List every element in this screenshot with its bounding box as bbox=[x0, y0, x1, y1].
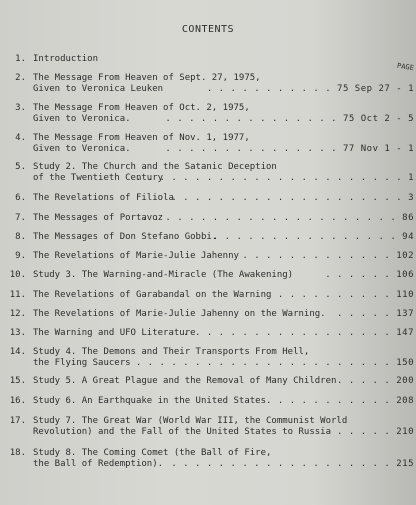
entry-number: 17. bbox=[9, 416, 26, 426]
entry-title: The Revelations of Filiola bbox=[33, 193, 174, 203]
entry-leader-page: . . . . . . . . . . . . . . . 77 Nov 1 - 1 bbox=[165, 144, 414, 154]
entry-title-line: Given to Veronica. bbox=[33, 114, 131, 124]
entry-number: 12. bbox=[9, 309, 26, 319]
entry-title: The Revelations of Garabandal on the Warning bbox=[33, 290, 272, 300]
entry-title: Study 5. A Great Plague and the Removal of Many Children bbox=[33, 376, 337, 386]
entry-leader-page: . . . . . 200 bbox=[337, 376, 414, 386]
entry-leader-page: . . . . . . . . . . . . . . . 75 Oct 2 - 5 bbox=[165, 114, 414, 124]
entry-title-line: the Flying Saucers bbox=[33, 358, 131, 368]
entry-title: Study 3. The Warning-and-Miracle (The Awakening) bbox=[33, 270, 294, 280]
entry-leader-page: . . . . . . . . . . . 75 Sep 27 - 1 bbox=[206, 84, 414, 94]
entry-title: The Revelations of Marie-Julie Jahenny on the Warning. bbox=[33, 309, 326, 319]
entry-number: 11. bbox=[9, 290, 26, 300]
entry-number: 7. bbox=[15, 213, 26, 223]
entry-leader-page: . . . . . . . . . . 110 bbox=[277, 290, 414, 300]
entry-leader-page: . . . . . . . . . . . . . . . . . . 147 bbox=[183, 328, 414, 338]
entry-leader-page: . . . . . . . . . . . . . . . . 94 bbox=[212, 232, 414, 242]
entry-leader-page: . . . . . 210 bbox=[337, 427, 414, 437]
entry-leader-page: . . . . . . 106 bbox=[325, 270, 414, 280]
entry-title-line: of the Twentieth Century bbox=[33, 173, 164, 183]
entry-title-line: The Message From Heaven of Nov. 1, 1977, bbox=[33, 133, 250, 143]
entry-number: 9. bbox=[15, 251, 26, 261]
entry-title-line: Study 7. The Great War (World War III, the Communist World bbox=[33, 416, 348, 426]
page-column-label: PAGE bbox=[396, 61, 415, 73]
entry-number: 15. bbox=[9, 376, 26, 386]
entry-title-line: the Ball of Redemption). bbox=[33, 459, 164, 469]
entry-number: 4. bbox=[15, 133, 26, 143]
entry-title-line: The Message From Heaven of Sept. 27, 1975, bbox=[33, 73, 261, 83]
entry-leader-page: . . . . . . . . . . . . . . . . . . . . . . . 1 bbox=[135, 173, 414, 183]
entry-leader-page: . . . . . . . . . . . . . . . . . . . . . . 150 bbox=[135, 358, 414, 368]
page-title: CONTENTS bbox=[181, 24, 235, 35]
entry-leader-page: . . . . . . . . . . 208 bbox=[277, 396, 414, 406]
entry-number: 3. bbox=[15, 103, 26, 113]
entry-leader-page: . . . . . 137 bbox=[337, 309, 414, 319]
entry-title: The Messages of Don Stefano Gobbi. bbox=[33, 232, 218, 242]
entry-title-line: Study 4. The Demons and Their Transports From Hell, bbox=[33, 347, 310, 357]
entry-title: Introduction bbox=[33, 54, 99, 64]
entry-title-line: Given to Veronica. bbox=[33, 144, 131, 154]
entry-title: Study 6. An Earthquake in the United States. bbox=[33, 396, 272, 406]
entry-number: 6. bbox=[15, 193, 26, 203]
entry-number: 1. bbox=[15, 54, 26, 64]
entry-title-line: Study 8. The Coming Comet (the Ball of Fire, bbox=[33, 448, 272, 458]
entry-number: 10. bbox=[9, 270, 26, 280]
entry-title: The Messages of Portavoz bbox=[33, 213, 164, 223]
entry-leader-page: . . . . . . . . . . . . . . . . . . . 215 bbox=[171, 459, 414, 469]
entry-leader-page: . . . . . . . . . . . . . . . . . . . . 3 bbox=[171, 193, 414, 203]
entry-number: 16. bbox=[9, 396, 26, 406]
entry-number: 18. bbox=[9, 448, 26, 458]
entry-number: 2. bbox=[15, 73, 26, 83]
entry-title: The Warning and UFO Literature bbox=[33, 328, 196, 338]
entry-title-line: Given to Veronica Leuken bbox=[33, 84, 164, 94]
entry-number: 8. bbox=[15, 232, 26, 242]
entry-title: The Revelations of Marie-Julie Jahenny bbox=[33, 251, 239, 261]
entry-number: 13. bbox=[9, 328, 26, 338]
entry-leader-page: . . . . . . . . . . . . . 102 bbox=[242, 251, 414, 261]
entry-number: 14. bbox=[9, 347, 26, 357]
entry-number: 5. bbox=[15, 162, 26, 172]
entry-title-line: Revolution) and the Fall of the United States to Russia bbox=[33, 427, 332, 437]
entry-leader-page: . . . . . . . . . . . . . . . . . . . . . . 86 bbox=[141, 213, 414, 223]
entry-title-line: The Message From Heaven of Oct. 2, 1975, bbox=[33, 103, 250, 113]
entry-title-line: Study 2. The Church and the Satanic Deception bbox=[33, 162, 277, 172]
